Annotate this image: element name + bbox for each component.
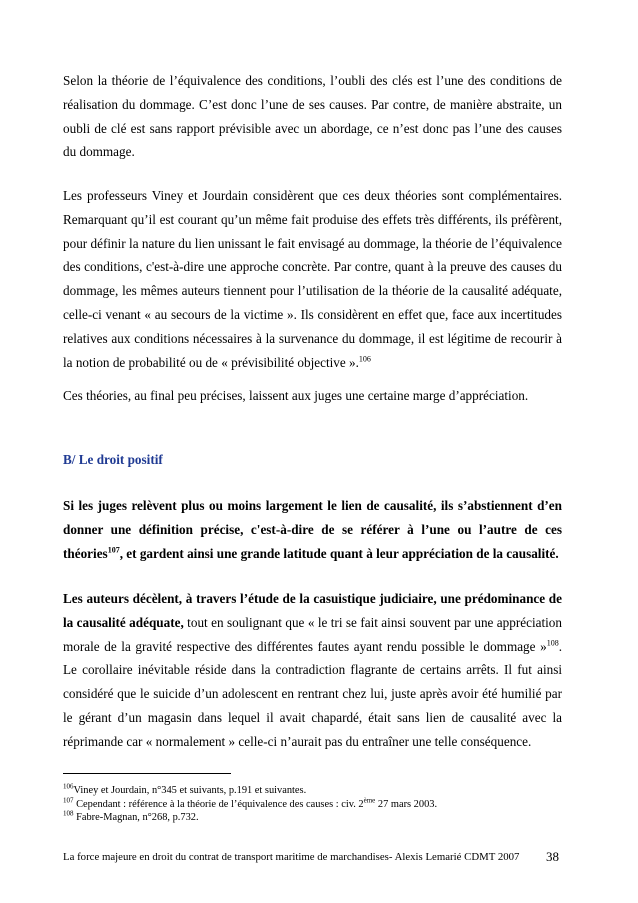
paragraph-text: Les professeurs Viney et Jourdain considèrent que ces deux théories sont complémentaires. Remarquant qu’il est courant qu’un même fait produise des effets très différents, ils préfèrent, pour définir la nature du lien unissant le fait envisagé au dommage, la théorie de l’équivalence des conditions, c'est-à-dire une approche concrète. Par contre, quant à la preuve des causes du dommage, les mêmes auteurs tiennent pour l’utilisation de la théorie de la causalité adéquate, celle-ci venant « au secours de la victime ». Ils considèrent en effet que, face aux incertitudes relatives aux conditions nécessaires à la survenance du dommage, il est légitime de recourir à la notion de probabilité ou de « prévisibilité objective ».	[63, 188, 562, 370]
footnote-separator	[63, 773, 231, 774]
paragraph-juges	[63, 494, 562, 565]
footnote-106	[63, 784, 562, 798]
footnote-107	[63, 798, 562, 812]
paragraph-conclusion: Ces théories, au final peu précises, laissent aux juges une certaine marge d’appréciation.	[63, 388, 529, 403]
footnotes	[63, 784, 562, 825]
footnote-ref-106[interactable]: 106	[358, 354, 371, 364]
footnote-text: 27 mars 2003.	[375, 798, 438, 810]
footnote-text: Fabre-Magnan, n°268, p.732.	[73, 812, 199, 823]
paragraph-auteurs	[63, 587, 562, 754]
page-number: 38	[546, 849, 559, 864]
paragraph-bold-text: Les auteurs décèlent, à travers l’étude de la casuistique judiciaire, une prédominance de la causalité adéquate,	[63, 591, 562, 630]
paragraph-text: . Le corollaire inévitable réside dans la contradiction flagrante de certains arrêts. Il fut ainsi considéré que le suicide d’un adolescent en rentrant chez lui, juste après avoir été humilié par le gérant d’un magasin dans lequel il avait chapardé, était sans lien de causalité avec la réprimande car « normalement » celle-ci n’aurait pas du entraîner une telle conséquence.	[63, 638, 562, 749]
paragraph-equivalence: Selon la théorie de l’équivalence des conditions, l’oubli des clés est l’une des conditions de réalisation du dommage. C’est donc l’une de ses causes. Par contre, de manière abstraite, un oubli de clé est sans rapport prévisible avec un abordage, ce n’est donc pas l’une des causes du dommage.	[63, 73, 562, 160]
section-heading: B/ Le droit positif	[63, 452, 163, 467]
footnote-number: 107	[63, 796, 74, 805]
footnote-number: 106	[63, 782, 74, 791]
paragraph-text: Si les juges relèvent plus ou moins largement le lien de causalité, ils s’abstiennent d’en donner une définition précise, c'est-à-dire de se référer à l’une ou l’autre de ces théories	[63, 498, 562, 561]
footnote-number: 108	[63, 809, 74, 818]
footnote-text: Cependant : référence à la théorie de l’équivalence des causes : civ. 2	[73, 798, 364, 810]
paragraph-text: , et gardent ainsi une grande latitude quant à leur appréciation de la causalité.	[119, 545, 559, 561]
footnote-text: Viney et Jourdain, n°345 et suivants, p.191 et suivantes.	[73, 785, 307, 796]
paragraph-text: tout en soulignant que « le tri se fait ainsi souvent par une appréciation morale de la gravité respective des différentes fautes ayant rendu possible le dommage »	[63, 614, 562, 654]
page-footer: La force majeure en droit du contrat de transport maritime de marchandises- Alexis Lemarié CDMT 2007	[63, 851, 520, 863]
footnote-108	[63, 811, 562, 825]
footnote-ref-107[interactable]: 107	[107, 545, 120, 555]
paragraph-viney-jourdain	[63, 184, 562, 374]
footnote-ref-108[interactable]: 108	[546, 638, 559, 648]
footnote-superscript: ème	[363, 796, 376, 805]
